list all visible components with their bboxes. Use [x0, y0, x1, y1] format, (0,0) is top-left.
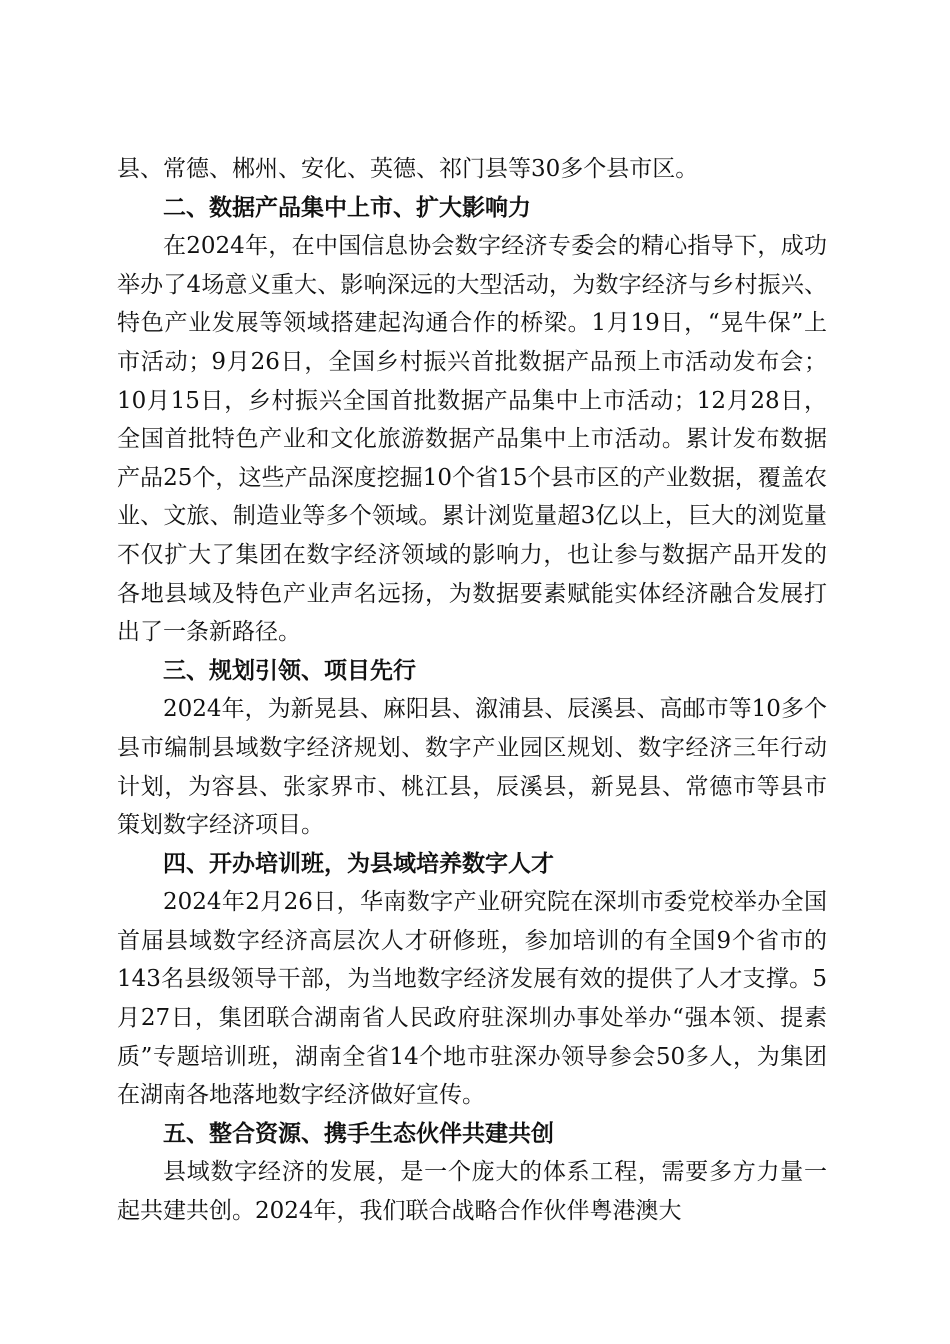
- section-4-paragraph: 2024年2月26日，华南数字产业研究院在深圳市委党校举办全国首届县域数字经济高层次人才研修班，参加培训的有全国9个省市的143名县级领导干部，为当地数字经济发展有效的提供了人才支撑。5月27日，集团联合湖南省人民政府驻深圳办事处举办“强本领、提素质”专题培训班，湖南全省14个地市驻深办领导参会50多人，为集团在湖南各地落地数字经济做好宣传。: [117, 889, 827, 1109]
- section-2-paragraph: 在2024年，在中国信息协会数字经济专委会的精心指导下，成功举办了4场意义重大、影响深远的大型活动，为数字经济与乡村振兴、特色产业发展等领域搭建起沟通合作的桥梁。1月19日，“晃牛保”上市活动；9月26日，全国乡村振兴首批数据产品预上市活动发布会；10月15日，乡村振兴全国首批数据产品集中上市活动；12月28日，全国首批特色产业和文化旅游数据产品集中上市活动。累计发布数据产品25个，这些产品深度挖掘10个省15个县市区的产业数据，覆盖农业、文旅、制造业等多个领域。累计浏览量超3亿以上，巨大的浏览量不仅扩大了集团在数字经济领域的影响力，也让参与数据产品开发的各地县域及特色产业声名远扬，为数据要素赋能实体经济融合发展打出了一条新路径。: [117, 233, 827, 646]
- section-5-paragraph: 县域数字经济的发展，是一个庞大的体系工程，需要多方力量一起共建共创。2024年，我们联合战略合作伙伴粤港澳大: [117, 1159, 827, 1225]
- section-2-heading: 二、数据产品集中上市、扩大影响力: [163, 194, 531, 221]
- section-5-heading: 五、整合资源、携手生态伙伴共建共创: [163, 1120, 554, 1147]
- section-4-heading: 四、开办培训班，为县域培养数字人才: [163, 850, 554, 877]
- intro-tail-paragraph: 县、常德、郴州、安化、英德、祁门县等30多个县市区。: [117, 156, 699, 182]
- section-3-heading: 三、规划引领、项目先行: [163, 657, 416, 684]
- section-3-paragraph: 2024年，为新晃县、麻阳县、溆浦县、辰溪县、高邮市等10多个县市编制县域数字经济规划、数字产业园区规划、数字经济三年行动计划，为容县、张家界市、桃江县，辰溪县，新晃县、常德市等县市策划数字经济项目。: [117, 696, 827, 839]
- document-body: [117, 150, 827, 1231]
